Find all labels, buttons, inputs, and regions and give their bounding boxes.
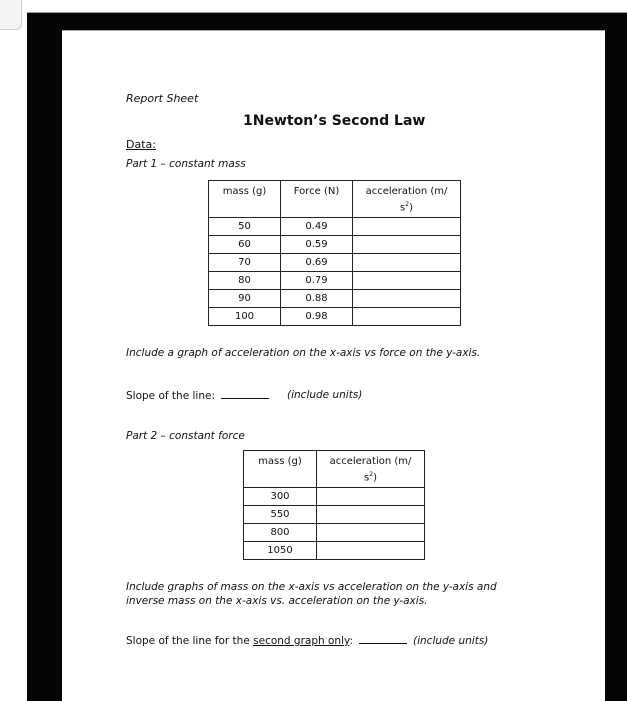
part1-instruction: Include a graph of acceleration on the x-axis vs force on the y-axis.	[126, 347, 481, 359]
cell-mass: 1050	[244, 542, 317, 560]
column-header-acceleration: acceleration (m/ $s^2$)	[353, 181, 461, 218]
table-row	[209, 218, 461, 236]
table-row	[209, 290, 461, 308]
cell-mass: 550	[244, 506, 317, 524]
table-row	[244, 524, 425, 542]
cell-acceleration[interactable]	[353, 254, 461, 272]
report-sheet-header: Report Sheet	[126, 92, 199, 105]
slope-answer-blank[interactable]	[359, 634, 407, 644]
table-row	[244, 488, 425, 506]
part1-slope-line	[126, 389, 275, 402]
cell-acceleration[interactable]	[353, 272, 461, 290]
cell-acceleration[interactable]	[353, 236, 461, 254]
cell-mass: 90	[209, 290, 281, 308]
page-title: 1Newton’s Second Law	[243, 113, 426, 129]
cell-acceleration[interactable]	[317, 542, 425, 560]
cell-mass: 70	[209, 254, 281, 272]
cell-acceleration[interactable]	[317, 524, 425, 542]
cell-mass: 50	[209, 218, 281, 236]
slope-label-emphasis: second graph only	[253, 635, 350, 647]
slope-label-prefix: Slope of the line for the	[126, 635, 254, 647]
part2-instruction-line2: inverse mass on the x-axis vs. acceleration on the y-axis.	[126, 595, 428, 607]
cell-acceleration[interactable]	[317, 488, 425, 506]
cell-force: 0.79	[281, 272, 353, 290]
slope-answer-blank[interactable]	[221, 389, 269, 399]
part2-instruction	[126, 580, 497, 608]
table-header-row	[244, 451, 425, 488]
table-row	[244, 506, 425, 524]
cell-force: 0.98	[281, 308, 353, 326]
cell-force: 0.88	[281, 290, 353, 308]
table-row	[209, 254, 461, 272]
part1-data-table	[208, 180, 461, 326]
cell-mass: 80	[209, 272, 281, 290]
part2-instruction-line1: Include graphs of mass on the x-axis vs acceleration on the y-axis and	[126, 581, 497, 593]
cell-force: 0.59	[281, 236, 353, 254]
cell-mass: 60	[209, 236, 281, 254]
cell-acceleration[interactable]	[353, 308, 461, 326]
window-tab-corner	[0, 0, 22, 30]
cell-acceleration[interactable]	[353, 218, 461, 236]
cell-acceleration[interactable]	[353, 290, 461, 308]
cell-force: 0.69	[281, 254, 353, 272]
table-row	[209, 272, 461, 290]
table-row	[209, 236, 461, 254]
table-row	[209, 308, 461, 326]
column-header-acceleration: acceleration (m/ $s^2$)	[317, 451, 425, 488]
cell-mass: 100	[209, 308, 281, 326]
table-header-row	[209, 181, 461, 218]
part2-data-table	[243, 450, 425, 560]
part1-heading: Part 1 – constant mass	[126, 158, 246, 170]
cell-acceleration[interactable]	[317, 506, 425, 524]
cell-force: 0.49	[281, 218, 353, 236]
column-header-mass: mass (g)	[244, 451, 317, 488]
part2-heading: Part 2 – constant force	[126, 430, 245, 442]
part1-units-note: (include units)	[287, 389, 363, 401]
cell-mass: 800	[244, 524, 317, 542]
part2-units-note: (include units)	[413, 635, 489, 647]
column-header-force: Force (N)	[281, 181, 353, 218]
table-row	[244, 542, 425, 560]
part2-slope-line	[126, 634, 488, 647]
data-label: Data:	[126, 138, 156, 151]
cell-mass: 300	[244, 488, 317, 506]
column-header-mass: mass (g)	[209, 181, 281, 218]
slope-label-suffix: :	[349, 635, 353, 647]
slope-label: Slope of the line:	[126, 390, 215, 402]
